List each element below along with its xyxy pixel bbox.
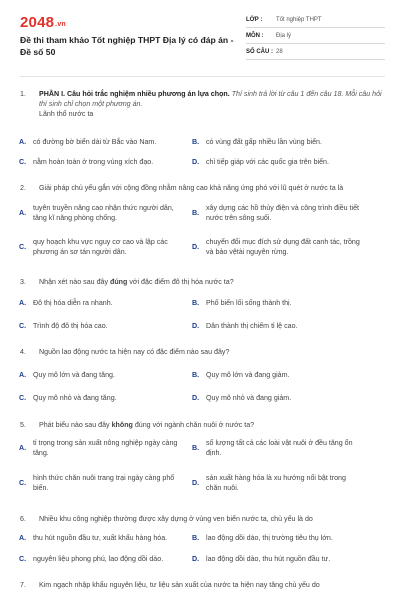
site-logo[interactable] <box>20 14 66 31</box>
option-text: tuyên truyền nâng cao nhận thức người dân, tăng kĩ năng phòng chống. <box>33 204 174 222</box>
option-text: Quy mô lớn và đang giảm. <box>206 371 290 379</box>
option-letter: D. <box>192 158 200 166</box>
option-text: có đường bờ biển dài từ Bắc vào Nam. <box>33 138 157 146</box>
document-meta <box>246 12 385 60</box>
option-text: lao động dồi dào, thu hút nguồn đầu tư. <box>206 555 331 563</box>
option-text: Đô thị hóa diễn ra nhanh. <box>33 299 113 307</box>
option-letter: C. <box>19 555 27 563</box>
option-5c[interactable] <box>19 473 191 495</box>
option-letter: A. <box>19 534 27 542</box>
option-letter: A. <box>19 444 27 452</box>
question-text <box>39 89 384 119</box>
stem-part: Phát biểu nào sau đây <box>39 421 112 429</box>
option-text: sản xuất hàng hóa là xu hướng nổi bật trong chăn nuôi. <box>206 474 346 492</box>
question-number: 4. <box>20 348 26 356</box>
option-text: xây dựng các hồ thủy điện và công trình điều tiết nước trên sông suối. <box>206 204 360 222</box>
question-5 <box>20 420 385 432</box>
question-stem <box>39 277 384 287</box>
option-letter: C. <box>19 479 27 487</box>
option-text: Dân thành thị chiếm tỉ lệ cao. <box>206 322 298 330</box>
option-text: Quy mô lớn và đang tăng. <box>33 371 115 379</box>
part-instruction: Thí sinh trả lời từ câu 1 đến câu 18. Mỗi câu hỏi thí sinh chỉ chọn một phương án. <box>39 90 382 108</box>
option-text: số lượng tất cả các loài vật nuôi ở đều tăng ổn định. <box>206 439 353 457</box>
question-1 <box>20 89 385 125</box>
header-divider <box>20 76 385 77</box>
meta-subject-row <box>246 28 385 44</box>
option-letter: A. <box>19 209 27 217</box>
option-2d[interactable] <box>192 237 364 259</box>
option-letter: B. <box>192 371 200 379</box>
option-text: tỉ trọng trong sản xuất nông nghiệp ngày càng tăng. <box>33 439 178 457</box>
option-text: quy hoạch khu vực nguy cơ cao và lập các phương án sơ tán người dân. <box>33 238 168 256</box>
option-text: Quy mô nhỏ và đang tăng. <box>33 394 117 402</box>
option-letter: D. <box>192 479 200 487</box>
option-letter: C. <box>19 394 27 402</box>
option-5b[interactable] <box>192 438 364 460</box>
meta-value: Địa lý <box>276 33 292 39</box>
option-text: chuyển đổi mục đích sử dụng đất canh tác, trồng và bảo vệtài nguyên rừng. <box>206 238 360 256</box>
option-letter: D. <box>192 394 200 402</box>
meta-key: SỐ CÂU : <box>246 49 273 55</box>
option-letter: B. <box>192 534 200 542</box>
option-text: nằm hoàn toàn ở trong vùng xích đạo. <box>33 158 154 166</box>
stem-part: với đặc điểm đô thị hóa nước ta? <box>127 278 234 286</box>
option-2c[interactable] <box>19 237 191 259</box>
question-stem: Nguồn lao động nước ta hiện nay có đặc điểm nào sau đây? <box>39 348 230 356</box>
meta-key: LỚP : <box>246 17 263 23</box>
option-letter: A. <box>19 371 27 379</box>
document-title: Đề thi tham khảo Tốt nghiệp THPT Địa lý có đáp án - Đề số 50 <box>20 35 234 57</box>
option-text: chỉ tiếp giáp với các quốc gia trên biển. <box>206 158 329 166</box>
option-letter: A. <box>19 138 27 146</box>
option-text: có vùng đất gấp nhiều lần vùng biển. <box>206 138 322 146</box>
stem-part: Nhận xét nào sau đây <box>39 278 110 286</box>
logo-text: 2048 <box>20 14 55 31</box>
meta-class-row <box>246 12 385 28</box>
option-letter: B. <box>192 138 200 146</box>
meta-value: Tốt nghiệp THPT <box>276 17 322 23</box>
question-stem: Kim ngạch nhập khẩu nguyên liệu, tư liệu sản xuất của nước ta hiện nay tăng chủ yếu do <box>39 581 320 589</box>
option-2b[interactable] <box>192 203 364 225</box>
option-letter: C. <box>19 158 27 166</box>
option-letter: C. <box>19 243 27 251</box>
question-3 <box>20 277 385 289</box>
option-letter: A. <box>19 299 27 307</box>
option-text: Trình độ đô thị hóa cao. <box>33 322 108 330</box>
option-2a[interactable] <box>19 203 191 225</box>
question-stem: Nhiều khu công nghiệp thường được xây dựng ở vùng ven biển nước ta, chủ yếu là do <box>39 515 313 523</box>
meta-key: MÔN : <box>246 33 264 39</box>
option-letter: B. <box>192 299 200 307</box>
meta-value: 28 <box>276 49 283 55</box>
option-text: lao động dồi dào, thị trường tiêu thụ lớn. <box>206 534 333 542</box>
option-letter: D. <box>192 555 200 563</box>
question-4 <box>20 347 385 359</box>
question-number: 3. <box>20 278 26 286</box>
question-2 <box>20 183 385 195</box>
question-7 <box>20 580 385 592</box>
option-letter: B. <box>192 444 200 452</box>
document-header <box>20 12 385 72</box>
option-letter: C. <box>19 322 27 330</box>
option-letter: D. <box>192 322 200 330</box>
option-5a[interactable] <box>19 438 191 460</box>
question-6 <box>20 514 385 526</box>
question-number: 5. <box>20 421 26 429</box>
stem-emphasis: không <box>111 421 133 429</box>
part-title: PHẦN I. Câu hỏi trắc nghiệm nhiều phương án lựa chọn. <box>39 90 230 98</box>
option-text: thu hút nguồn đầu tư, xuất khẩu hàng hóa. <box>33 534 168 542</box>
stem-emphasis: đúng <box>110 278 128 286</box>
question-number: 1. <box>20 90 26 98</box>
question-number: 2. <box>20 184 26 192</box>
stem-part: đúng với ngành chăn nuôi ở nước ta? <box>132 421 255 429</box>
option-letter: D. <box>192 243 200 251</box>
option-text: hình thức chăn nuôi trang trại ngày càng phổ biến. <box>33 474 175 492</box>
question-number: 7. <box>20 581 26 589</box>
question-stem <box>39 420 384 430</box>
option-text: Phố biến lối sống thành thị. <box>206 299 292 307</box>
question-number: 6. <box>20 515 26 523</box>
question-stem: Giải pháp chủ yếu gắn với cộng đồng nhằm nâng cao khả năng ứng phó với lũ quét ở nước ta là <box>39 184 344 192</box>
option-5d[interactable] <box>192 473 364 495</box>
question-stem: Lãnh thổ nước ta <box>39 110 94 118</box>
logo-tld: .vn <box>55 21 66 28</box>
option-text: nguyên liệu phong phú, lao động dồi dào. <box>33 555 164 563</box>
option-text: Quy mô nhỏ và đang giảm. <box>206 394 292 402</box>
option-letter: B. <box>192 209 200 217</box>
meta-count-row <box>246 44 385 60</box>
